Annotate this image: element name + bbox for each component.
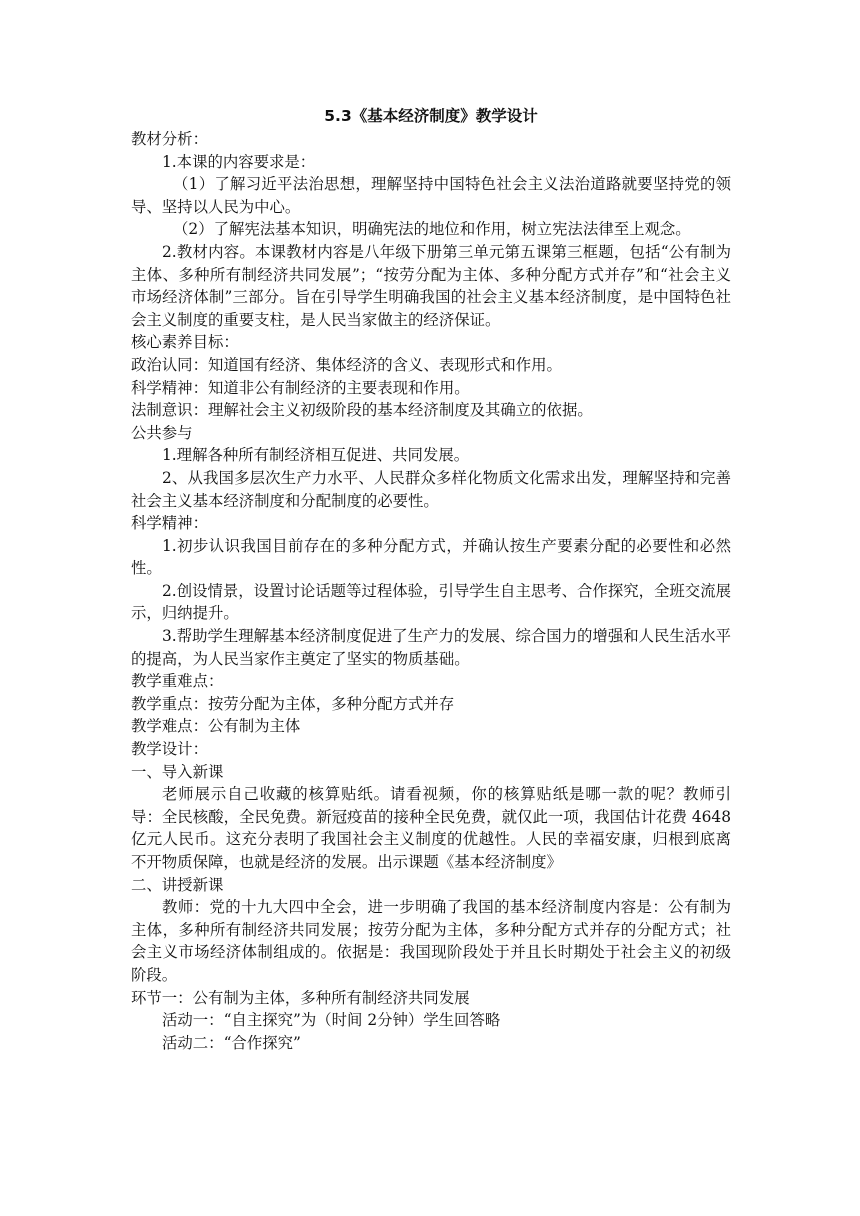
paragraph: 教学设计： — [131, 740, 208, 759]
paragraph: 教学重点：按劳分配为主体，多种分配方式并存 — [131, 694, 455, 713]
paragraph: 3.帮助学生理解基本经济制度促进了生产力的发展、综合国力的增强和人民生活水平的提高，为人民当家作主奠定了坚实的物质基础。 — [131, 627, 731, 668]
document-title: 5.3《基本经济制度》教学设计 — [324, 107, 538, 125]
paragraph: 一、导入新课 — [131, 762, 224, 781]
paragraph: 教学难点：公有制为主体 — [131, 717, 301, 736]
paragraph: （2）了解宪法基本知识，明确宪法的地位和作用，树立宪法法律至上观念。 — [173, 220, 691, 239]
paragraph: 科学精神： — [131, 514, 208, 533]
document-body — [131, 128, 731, 1054]
paragraph: 二、讲授新课 — [131, 875, 224, 894]
paragraph: （1）了解习近平法治思想，理解坚持中国特色社会主义法治道路就要坚持党的领导、坚持以人民为中心。 — [131, 175, 731, 216]
paragraph: 核心素养目标： — [131, 333, 239, 352]
paragraph: 公共参与 — [131, 423, 193, 442]
paragraph: 1.本课的内容要求是： — [162, 152, 316, 171]
paragraph: 教学重难点： — [131, 672, 224, 691]
paragraph: 1.理解各种所有制经济相互促进、共同发展。 — [162, 446, 470, 465]
paragraph: 教材分析： — [131, 130, 208, 148]
paragraph: 政治认同：知道国有经济、集体经济的含义、表现形式和作用。 — [131, 355, 562, 374]
document-page — [131, 104, 731, 1054]
paragraph: 2.创设情景，设置讨论话题等过程体验，引导学生自主思考、合作探究，全班交流展示，归纳提升。 — [131, 581, 731, 623]
paragraph: 教师：党的十九大四中全会，进一步明确了我国的基本经济制度内容是：公有制为主体，多种所有制经济共同发展；按劳分配为主体，多种分配方式并存的分配方式；社会主义市场经济体制组成的。依据是：我国现阶段处于并且长时期处于社会主义的初级阶段。 — [131, 898, 731, 984]
paragraph: 活动一：“自主探究”为（时间 2分钟）学生回答略 — [162, 1011, 501, 1030]
paragraph: 2、从我国多层次生产力水平、人民群众多样化物质文化需求出发，理解坚持和完善社会主义基本经济制度和分配制度的必要性。 — [131, 468, 731, 510]
paragraph: 1.初步认识我国目前存在的多种分配方式，并确认按生产要素分配的必要性和必然性。 — [131, 536, 731, 578]
paragraph: 法制意识：理解社会主义初级阶段的基本经济制度及其确立的依据。 — [131, 401, 593, 420]
paragraph: 科学精神：知道非公有制经济的主要表现和作用。 — [131, 378, 470, 397]
paragraph: 2.教材内容。本课教材内容是八年级下册第三单元第五课第三框题，包括“公有制为主体、多种所有制经济共同发展”；“按劳分配为主体、多种分配方式并存”和“社会主义市场经济体制”三部分。旨在引导学生明确我国的社会主义基本经济制度，是中国特色社会主义制度的重要支柱，是人民当家做主的经济保证。 — [131, 242, 731, 329]
paragraph: 活动二：“合作探究” — [162, 1033, 301, 1052]
paragraph: 老师展示自己收藏的核算贴纸。请看视频，你的核算贴纸是哪一款的呢？教师引导：全民核酸，全民免费。新冠疫苗的接种全民免费，就仅此一项，我国估计花费 4648亿元人民币。这充分表明了我国社会主义制度的优越性。人民的幸福安康，归根到底离不开物质保障，也就是经济的发展。出示课题《基本经济制度》 — [131, 785, 731, 871]
paragraph: 环节一：公有制为主体，多种所有制经济共同发展 — [131, 988, 470, 1007]
